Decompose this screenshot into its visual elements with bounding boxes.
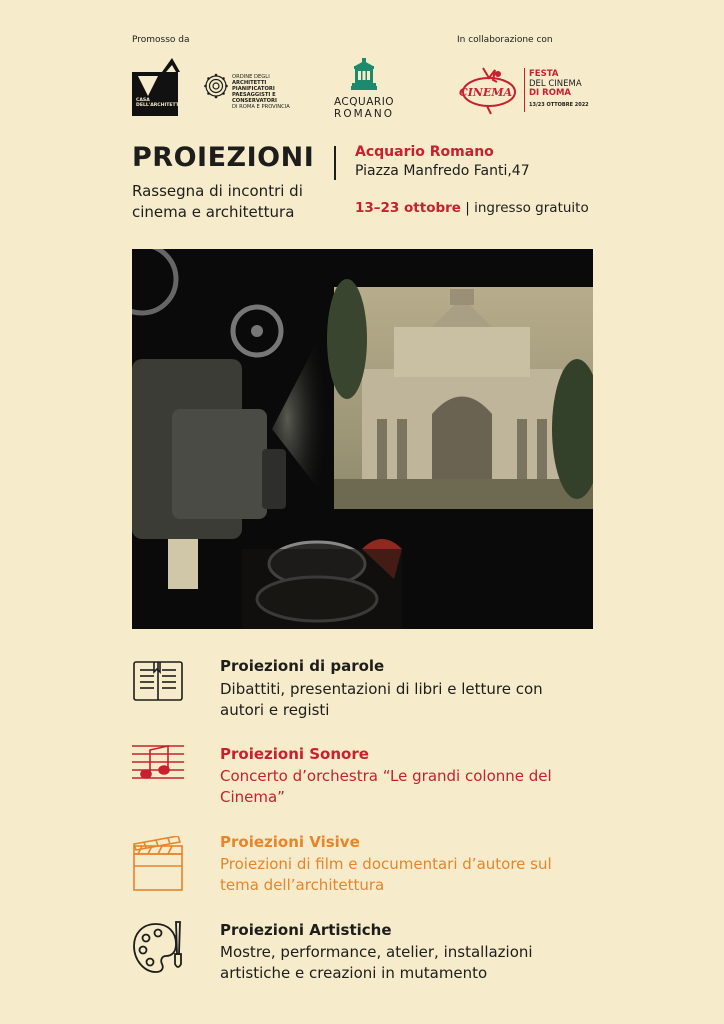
book-icon (132, 658, 184, 710)
event-dates-line (355, 200, 589, 216)
ordine-line-5: DI ROMA E PROVINCIA (232, 104, 290, 110)
section-sonore-description: Concerto d’orchestra “Le grandi colonne del Cinema” (220, 767, 552, 806)
section-visive-title: Proiezioni Visive (220, 833, 360, 851)
festa-line3: DI ROMA (529, 88, 571, 98)
clapperboard-icon (132, 836, 184, 888)
ordine-line-2: ARCHITETTI (232, 80, 267, 86)
ordine-architetti-logo (204, 72, 324, 110)
ordine-line-3: PIANIFICATORI (232, 86, 275, 92)
hero-image (132, 249, 593, 629)
section-parole-description: Dibattiti, presentazioni di libri e letture con autori e registi (220, 680, 543, 719)
section-artistiche-description: Mostre, performance, atelier, installazioni artistiche e creazioni in mutamento (220, 943, 533, 982)
acquario-romano-logo (331, 58, 397, 118)
music-staff-icon (132, 742, 184, 794)
collaboration-label: In collaborazione con (457, 35, 553, 45)
dates-separator: | (465, 200, 470, 216)
casa-logo-line1: CASA (136, 98, 150, 103)
casa-logo-line2: DELL'ARCHITETTURA (136, 103, 190, 109)
festa-script-text: CINEMA (459, 86, 513, 99)
section-visive-description: Proiezioni di film e documentari d’autore sul tema dell’architettura (220, 855, 552, 894)
ordine-line-1: ORDINE DEGLI (232, 74, 270, 80)
acquario-building-icon (351, 58, 377, 92)
acquario-line2: ROMANO (334, 108, 394, 120)
event-dates: 13–23 ottobre (355, 200, 461, 216)
title-divider (334, 146, 336, 180)
venue-name: Acquario Romano (355, 144, 494, 160)
acquario-line1: ACQUARIO (333, 96, 395, 108)
festa-cinema-logo (457, 62, 597, 118)
festa-divider (524, 68, 525, 112)
ordine-line-4: PAESAGGISTI E CONSERVATORI (232, 92, 277, 104)
venue-address: Piazza Manfredo Fanti,47 (355, 163, 530, 179)
festa-date: 13/23 OTTOBRE 2022 (529, 101, 589, 108)
promoted-by-label: Promosso da (132, 35, 190, 45)
casa-architettura-logo (132, 58, 190, 116)
ordine-emblem-icon (204, 72, 228, 100)
event-entry: ingresso gratuito (474, 200, 589, 216)
section-sonore-title: Proiezioni Sonore (220, 745, 369, 763)
festa-line1: FESTA (529, 69, 559, 79)
festa-line2: DEL CINEMA (529, 78, 582, 89)
section-parole-title: Proiezioni di parole (220, 657, 385, 675)
page-title: PROIEZIONI (132, 142, 315, 173)
event-subtitle: Rassegna di incontri di cinema e architettura (132, 182, 303, 221)
palette-icon (132, 920, 184, 972)
section-artistiche-title: Proiezioni Artistiche (220, 921, 392, 939)
